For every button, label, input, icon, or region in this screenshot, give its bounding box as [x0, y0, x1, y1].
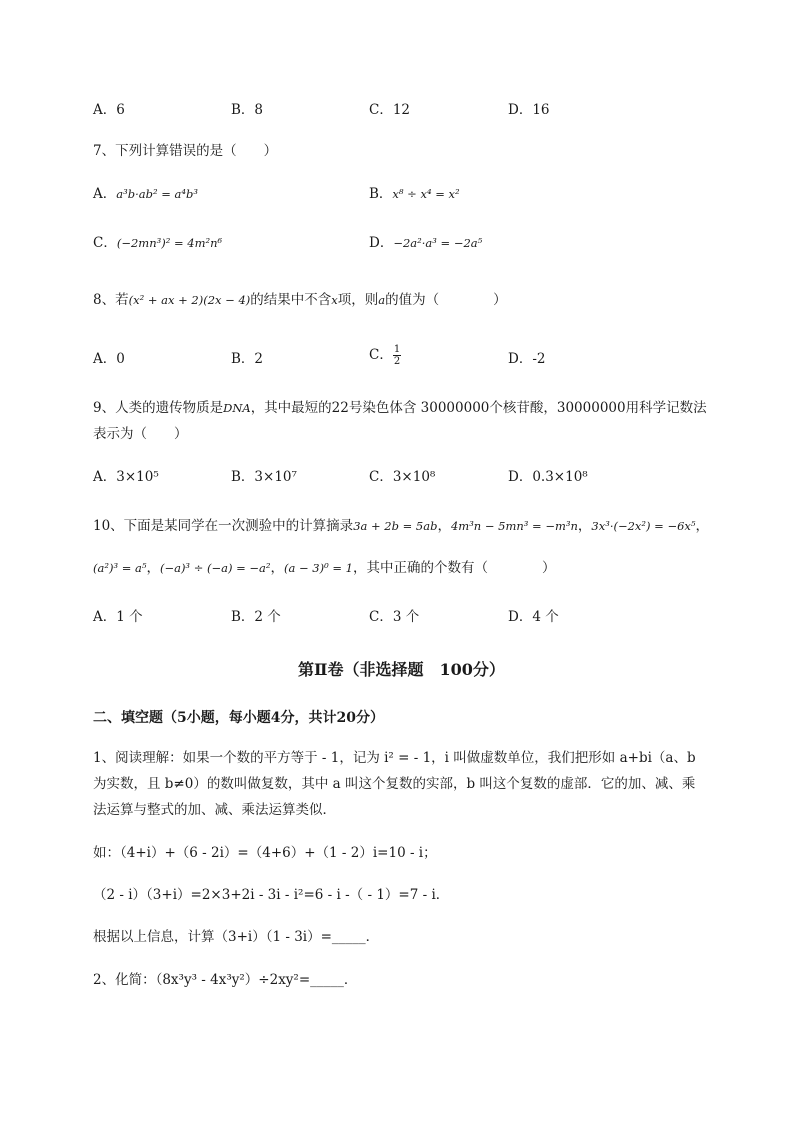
- q7-option-a: [93, 185, 198, 203]
- q9-option-c: C．3×10⁸: [369, 469, 436, 485]
- q10-option-a: A．1 个: [93, 609, 143, 625]
- q7-option-d-label: D．: [369, 235, 394, 251]
- q10-option-d: D．4 个: [508, 609, 559, 625]
- q7-stem: 7、下列计算错误的是（ ）: [93, 143, 278, 159]
- q9-option-b: B．3×10⁷: [231, 469, 297, 485]
- q8-stem: [93, 291, 507, 309]
- q9-dna: DNA: [223, 401, 251, 415]
- q8-option-c-fraction: [393, 344, 401, 367]
- q9-line-2: 表示为（ ）: [93, 426, 188, 442]
- q10-expr-2: 4m³n − 5mn³ = −m³n: [450, 519, 578, 533]
- q10-expr-3: 3x³·(−2x²) = −6x⁵: [591, 519, 696, 533]
- q9-line-1-a: 9、人类的遗传物质是: [93, 400, 224, 416]
- q8-option-c: [369, 344, 401, 367]
- q8-var-a: a: [378, 293, 386, 307]
- section-2-title: 第Ⅱ卷（非选择题 100分）: [298, 660, 505, 679]
- q10-option-c: C．3 个: [369, 609, 420, 625]
- q7-option-c-expr: (−2mn³)² = 4m²n⁶: [116, 236, 223, 250]
- q8-var-x: x: [331, 293, 338, 307]
- q7-option-a-label: A．: [93, 186, 117, 202]
- q6-option-b: B．8: [231, 102, 264, 118]
- q7-option-b-expr: x⁸ ÷ x⁴ = x²: [392, 187, 460, 201]
- fill2-line-1: 2、化简：（8x³y³ - 4x³y²）÷2xy²=_____．: [93, 972, 358, 988]
- q7-option-a-expr: a³b·ab² = a⁴b³: [116, 187, 198, 201]
- q10-expr-4: (a²)³ = a⁵: [93, 561, 147, 575]
- fill1-line-3: 法运算与整式的加、减、乘法运算类似．: [93, 802, 336, 818]
- q10-line-1-prefix: 10、下面是某同学在一次测验中的计算摘录: [93, 518, 354, 534]
- fill1-line-5: （2 - i）（3+i）=2×3+2i - 3i - i²=6 - i -（ - 1）=7 - i．: [93, 887, 450, 903]
- q7-option-d: [369, 234, 482, 252]
- q8-expression: (x² + ax + 2)(2x − 4): [128, 293, 251, 307]
- fill1-line-6: 根据以上信息，计算（3+i）（1 - 3i）=_____．: [93, 929, 380, 945]
- q9-option-d: D．0.3×10⁸: [508, 469, 588, 485]
- q7-option-c-label: C．: [93, 235, 117, 251]
- q7-option-b-label: B．: [369, 186, 393, 202]
- q8-option-c-label: C．: [369, 347, 393, 363]
- q10-expr-6: (a − 3)⁰ = 1: [284, 561, 353, 575]
- fill1-line-1: 1、阅读理解：如果一个数的平方等于 - 1，记为 i² = - 1，i 叫做虚数单位，我们把形如 a+bi（a、b: [93, 750, 696, 766]
- fill1-line-4: 如：（4+i）+（6 - 2i）=（4+6）+（1 - 2）i=10 - i；: [93, 845, 437, 861]
- q8-option-c-denominator: 2: [393, 356, 401, 367]
- q6-option-c: C．12: [369, 102, 411, 118]
- q10-expr-5: (−a)³ ÷ (−a) = −a²: [159, 561, 271, 575]
- q9-option-a: A．3×10⁵: [93, 469, 159, 485]
- q9-line-1: [93, 399, 707, 417]
- q8-option-b: B．2: [231, 351, 264, 367]
- section-2-subtitle: 二、填空题（5小题，每小题4分，共计20分）: [93, 710, 384, 726]
- q6-option-a: A．6: [93, 102, 125, 118]
- fill1-line-2: 为实数，且 b≠0）的数叫做复数，其中 a 叫这个复数的实部，b 叫这个复数的虚部．它的加、减、乘: [93, 776, 696, 792]
- q10-line-2: (a²)³ = a⁵，(−a)³ ÷ (−a) = −a²，(a − 3)⁰ = 1，其中正确的个数有（ ）: [93, 560, 556, 576]
- q8-middle: 的结果中不含: [250, 292, 332, 308]
- q9-line-1-b: ，其中最短的22号染色体含 30000000个核苷酸，30000000用科学记数法: [250, 400, 707, 416]
- q8-option-d: D．-2: [508, 351, 546, 367]
- q8-prefix: 8、若: [93, 292, 129, 308]
- q10-expr-1: 3a + 2b = 5ab: [353, 519, 438, 533]
- q10-line-1: 10、下面是某同学在一次测验中的计算摘录3a + 2b = 5ab，4m³n − 5mn³ = −m³n，3x³·(−2x²) = −6x⁵，: [93, 518, 709, 534]
- q8-option-c-numerator: 1: [393, 344, 401, 355]
- q10-line-2-suffix: ，其中正确的个数有（ ）: [352, 560, 556, 576]
- q8-option-a: A．0: [93, 351, 125, 367]
- q7-option-b: [369, 185, 460, 203]
- q8-suffix: 的值为（ ）: [385, 292, 507, 308]
- q7-option-d-expr: −2a²·a³ = −2a⁵: [393, 236, 483, 250]
- q6-option-d: D．16: [508, 102, 550, 118]
- q10-option-b: B．2 个: [231, 609, 281, 625]
- q8-middle2: 项，则: [337, 292, 379, 308]
- q7-option-c: [93, 234, 222, 252]
